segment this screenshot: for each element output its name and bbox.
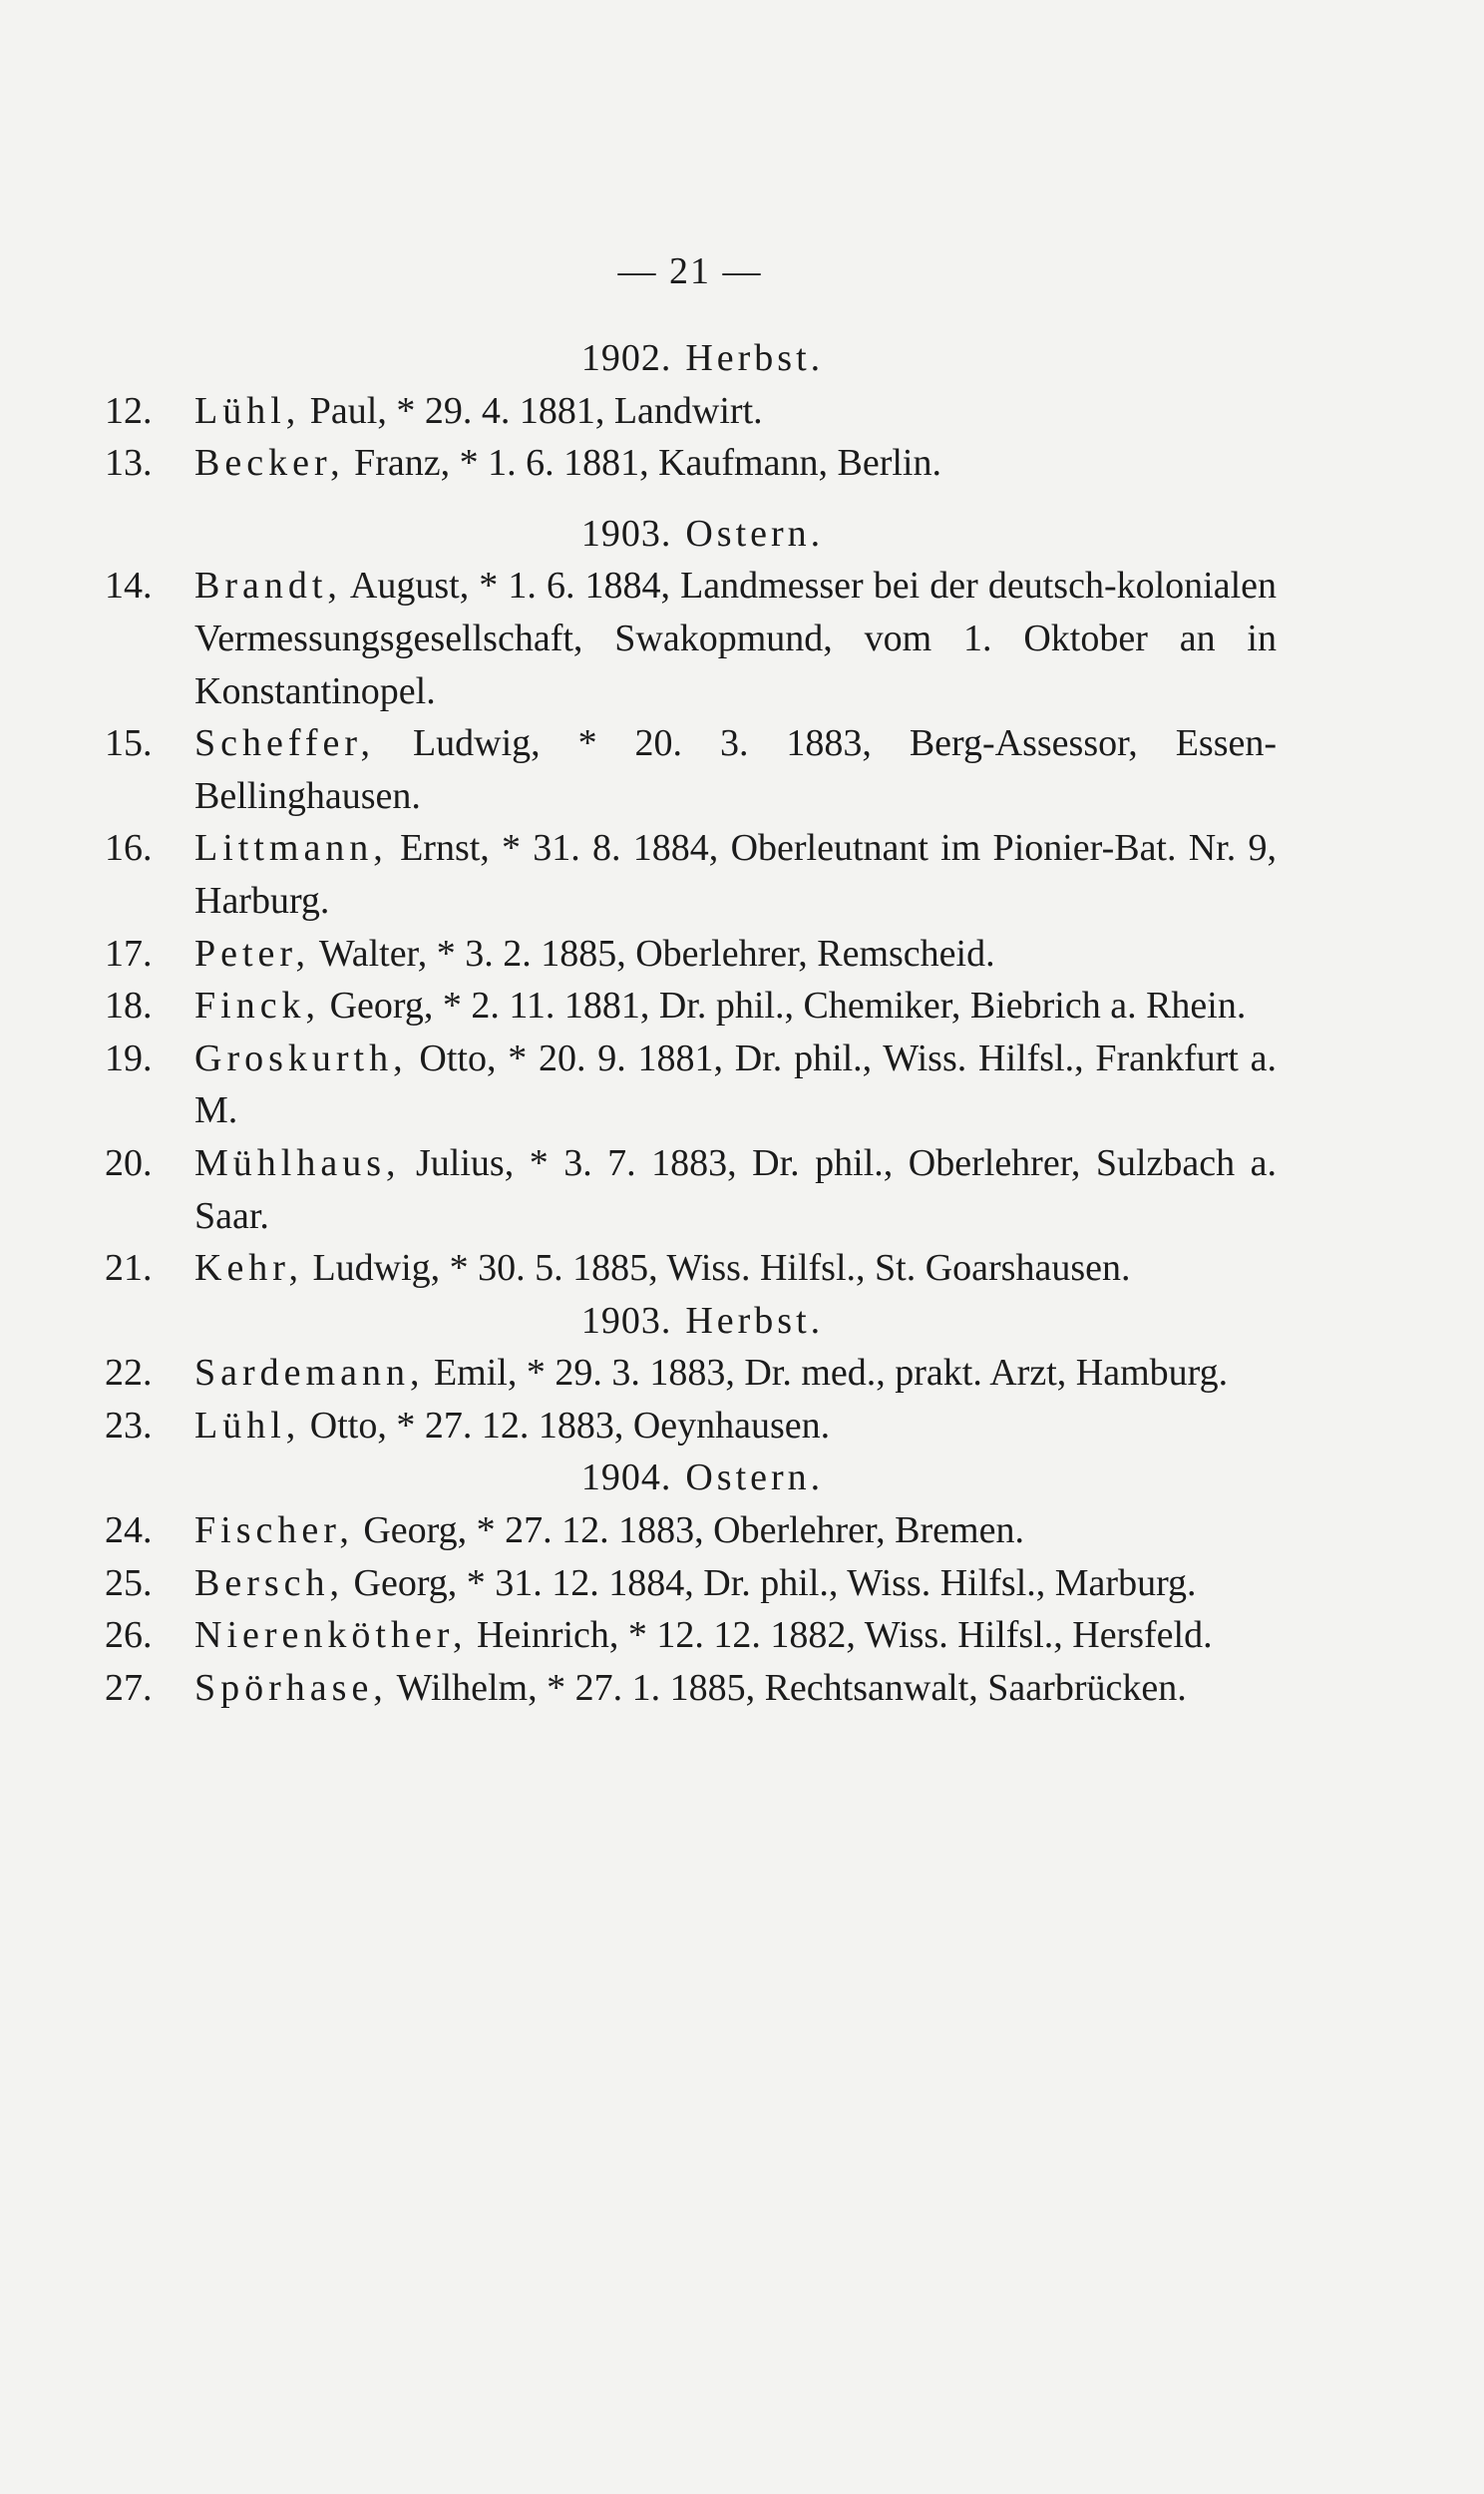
list-entry	[105, 1662, 1277, 1715]
entry-number: 13.	[105, 442, 153, 485]
list-entry	[105, 1347, 1277, 1400]
section-heading	[105, 332, 1277, 385]
entry-number: 21.	[105, 1247, 153, 1290]
list-entry	[105, 437, 1277, 490]
entry-surname: Nierenköther,	[194, 1614, 468, 1657]
entry-surname: Kehr,	[194, 1247, 303, 1290]
list-entry	[105, 1137, 1277, 1242]
entry-number: 23.	[105, 1404, 153, 1447]
entry-number: 18.	[105, 985, 153, 1028]
entry-details: Ernst, * 31. 8. 1884, Oberleutnant im Pionier-Bat. Nr. 9, Harburg.	[194, 827, 1277, 922]
entry-number: 22.	[105, 1352, 153, 1395]
list-entry	[105, 1033, 1277, 1137]
entry-number: 26.	[105, 1614, 153, 1657]
entry-surname: Spörhase,	[194, 1666, 388, 1709]
list-entry	[105, 980, 1277, 1033]
list-entry	[105, 928, 1277, 981]
entry-details: Franz, * 1. 6. 1881, Kaufmann, Berlin.	[354, 442, 941, 485]
section-year: 1902.	[580, 337, 672, 379]
section-season: Herbst.	[685, 1299, 825, 1342]
list-entry	[105, 1504, 1277, 1557]
entry-number: 19.	[105, 1037, 153, 1079]
entry-details: Otto, * 27. 12. 1883, Oeynhausen.	[309, 1404, 831, 1447]
list-entry	[105, 1242, 1277, 1295]
section-season: Herbst.	[685, 337, 825, 379]
list-entry	[105, 560, 1277, 717]
entry-number: 15.	[105, 722, 153, 765]
entry-surname: Fischer,	[194, 1509, 354, 1552]
entry-surname: Littmann,	[194, 827, 388, 870]
section-year: 1903.	[580, 512, 672, 555]
entry-details: Ludwig, * 30. 5. 1885, Wiss. Hilfsl., St. Goarshausen.	[312, 1247, 1131, 1290]
member-list	[105, 332, 1277, 1714]
entry-surname: Lühl,	[194, 1404, 301, 1447]
entry-number: 20.	[105, 1141, 153, 1184]
entry-details: Georg, * 27. 12. 1883, Oberlehrer, Bremen.	[363, 1509, 1024, 1552]
entry-surname: Lühl,	[194, 389, 301, 432]
entry-surname: Groskurth,	[194, 1037, 408, 1079]
entry-number: 12.	[105, 389, 153, 432]
list-entry	[105, 1609, 1277, 1662]
entry-surname: Peter,	[194, 932, 311, 975]
entry-details: August, * 1. 6. 1884, Landmesser bei der deutsch-kolonialen Vermessungsgesellschaft, Swakopmund, vom 1. Oktober an in Konstantinopel.	[194, 565, 1278, 712]
section-season: Ostern.	[685, 1456, 825, 1499]
entry-details: Wilhelm, * 27. 1. 1885, Rechtsanwalt, Saarbrücken.	[396, 1666, 1187, 1709]
section-season: Ostern.	[685, 512, 825, 555]
list-entry	[105, 1557, 1277, 1610]
entry-number: 17.	[105, 932, 153, 975]
entry-details: Heinrich, * 12. 12. 1882, Wiss. Hilfsl., Hersfeld.	[476, 1614, 1213, 1657]
entry-details: Georg, * 2. 11. 1881, Dr. phil., Chemiker, Biebrich a. Rhein.	[329, 985, 1247, 1028]
entry-number: 24.	[105, 1509, 153, 1552]
section-year: 1904.	[580, 1456, 672, 1499]
entry-details: Otto, * 20. 9. 1881, Dr. phil., Wiss. Hilfsl., Frankfurt a. M.	[194, 1037, 1277, 1132]
entry-surname: Finck,	[194, 985, 321, 1028]
entry-surname: Becker,	[194, 442, 345, 485]
entry-surname: Brandt,	[194, 565, 342, 608]
section-heading	[105, 1452, 1277, 1504]
section-heading	[105, 508, 1277, 561]
list-entry	[105, 1400, 1277, 1453]
list-entry	[105, 822, 1277, 927]
entry-details: Emil, * 29. 3. 1883, Dr. med., prakt. Arzt, Hamburg.	[433, 1352, 1229, 1395]
entry-surname: Bersch,	[194, 1561, 345, 1604]
entry-surname: Scheffer,	[194, 722, 375, 765]
entry-number: 16.	[105, 827, 153, 870]
list-entry	[105, 717, 1277, 822]
entry-surname: Sardemann,	[194, 1352, 425, 1395]
section-heading	[105, 1295, 1277, 1348]
entry-details: Georg, * 31. 12. 1884, Dr. phil., Wiss. Hilfsl., Marburg.	[353, 1561, 1197, 1604]
entry-number: 14.	[105, 565, 153, 608]
section-year: 1903.	[580, 1299, 672, 1342]
list-entry	[105, 385, 1277, 438]
entry-number: 27.	[105, 1666, 153, 1709]
entry-details: Julius, * 3. 7. 1883, Dr. phil., Oberlehrer, Sulzbach a. Saar.	[194, 1141, 1277, 1237]
entry-details: Paul, * 29. 4. 1881, Landwirt.	[309, 389, 763, 432]
entry-surname: Mühlhaus,	[194, 1141, 401, 1184]
page-number: — 21 —	[617, 250, 763, 292]
entry-number: 25.	[105, 1561, 153, 1604]
entry-details: Walter, * 3. 2. 1885, Oberlehrer, Remscheid.	[318, 932, 995, 975]
entry-details: Ludwig, * 20. 3. 1883, Berg-Assessor, Essen-Bellinghausen.	[194, 722, 1277, 817]
